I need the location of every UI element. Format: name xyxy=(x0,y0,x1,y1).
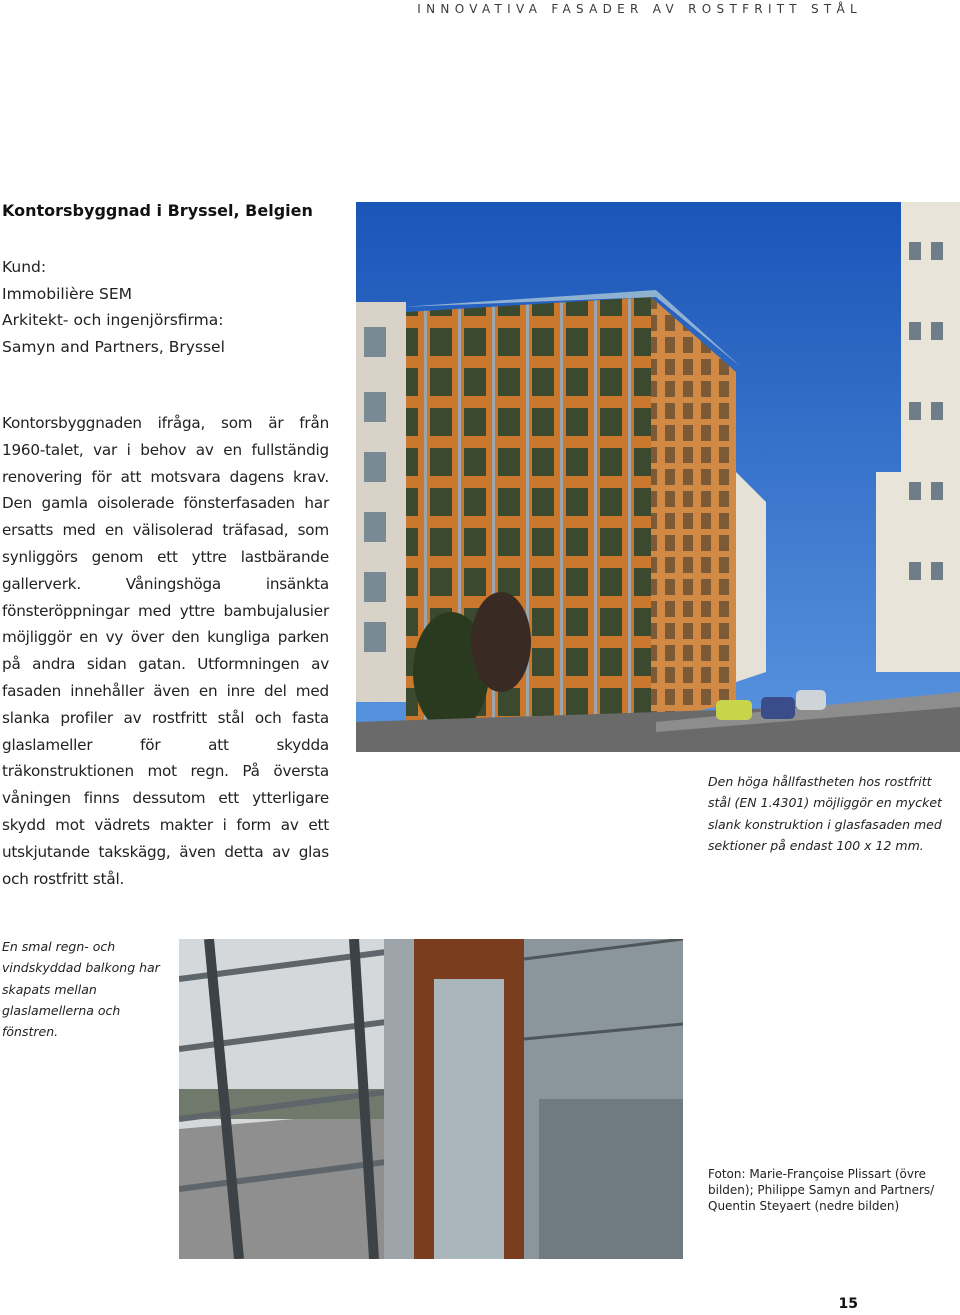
building-facade-photo xyxy=(356,202,960,752)
architect-label: Arkitekt- och ingenjörsfirma: xyxy=(2,311,224,329)
balcony-glass-lamella-photo xyxy=(179,939,683,1259)
caption-top-photo: Den höga hållfastheten hos rostfritt stål (EN 1.4301) möjliggör en mycket slank konstruktion i glasfasaden med sektioner på endast 100 x 12 mm. xyxy=(708,774,942,853)
photo-credits: Foton: Marie-Françoise Plissart (övre bilden); Philippe Samyn and Partners/ Quentin Steyaert (nedre bilden) xyxy=(708,1167,935,1213)
client-value: Immobilière SEM xyxy=(2,284,133,303)
caption-bottom-photo: En smal regn- och vindskyddad balkong har skapats mellan glaslamellerna och fönstren. xyxy=(2,939,160,1040)
page-number: 15 xyxy=(838,1296,858,1312)
client-label: Kund: xyxy=(2,258,47,276)
running-head: INNOVATIVA FASADER AV ROSTFRITT STÅL xyxy=(417,2,862,16)
article-heading: Kontorsbyggnad i Bryssel, Belgien xyxy=(2,201,313,220)
architect-value: Samyn and Partners, Bryssel xyxy=(2,337,225,356)
body-paragraph: Kontorsbyggnaden ifråga, som är från 1960-talet, var i behov av en fullständig renovering för att motsvara dagens krav. Den gamla oisolerade fönsterfasaden har ersatts med en välisolerad träfasad, som synliggörs genom ett yttre lastbärande gallerverk. Våningshöga insänkta fönsteröppningar med yttre bambujalusier möjliggör en vy över den kungliga parken på andra sidan gatan. Utformningen av fasaden innehåller även en inre del med slanka profiler av rostfritt stål och fasta glaslameller för att skydda träkonstruktionen mot regn. På översta våningen finns dessutom ett ytterligare skydd mot vädrets makter i form av ett utskjutande takskägg, även detta av glas och rostfritt stål. xyxy=(2,414,329,888)
project-meta xyxy=(2,254,225,360)
